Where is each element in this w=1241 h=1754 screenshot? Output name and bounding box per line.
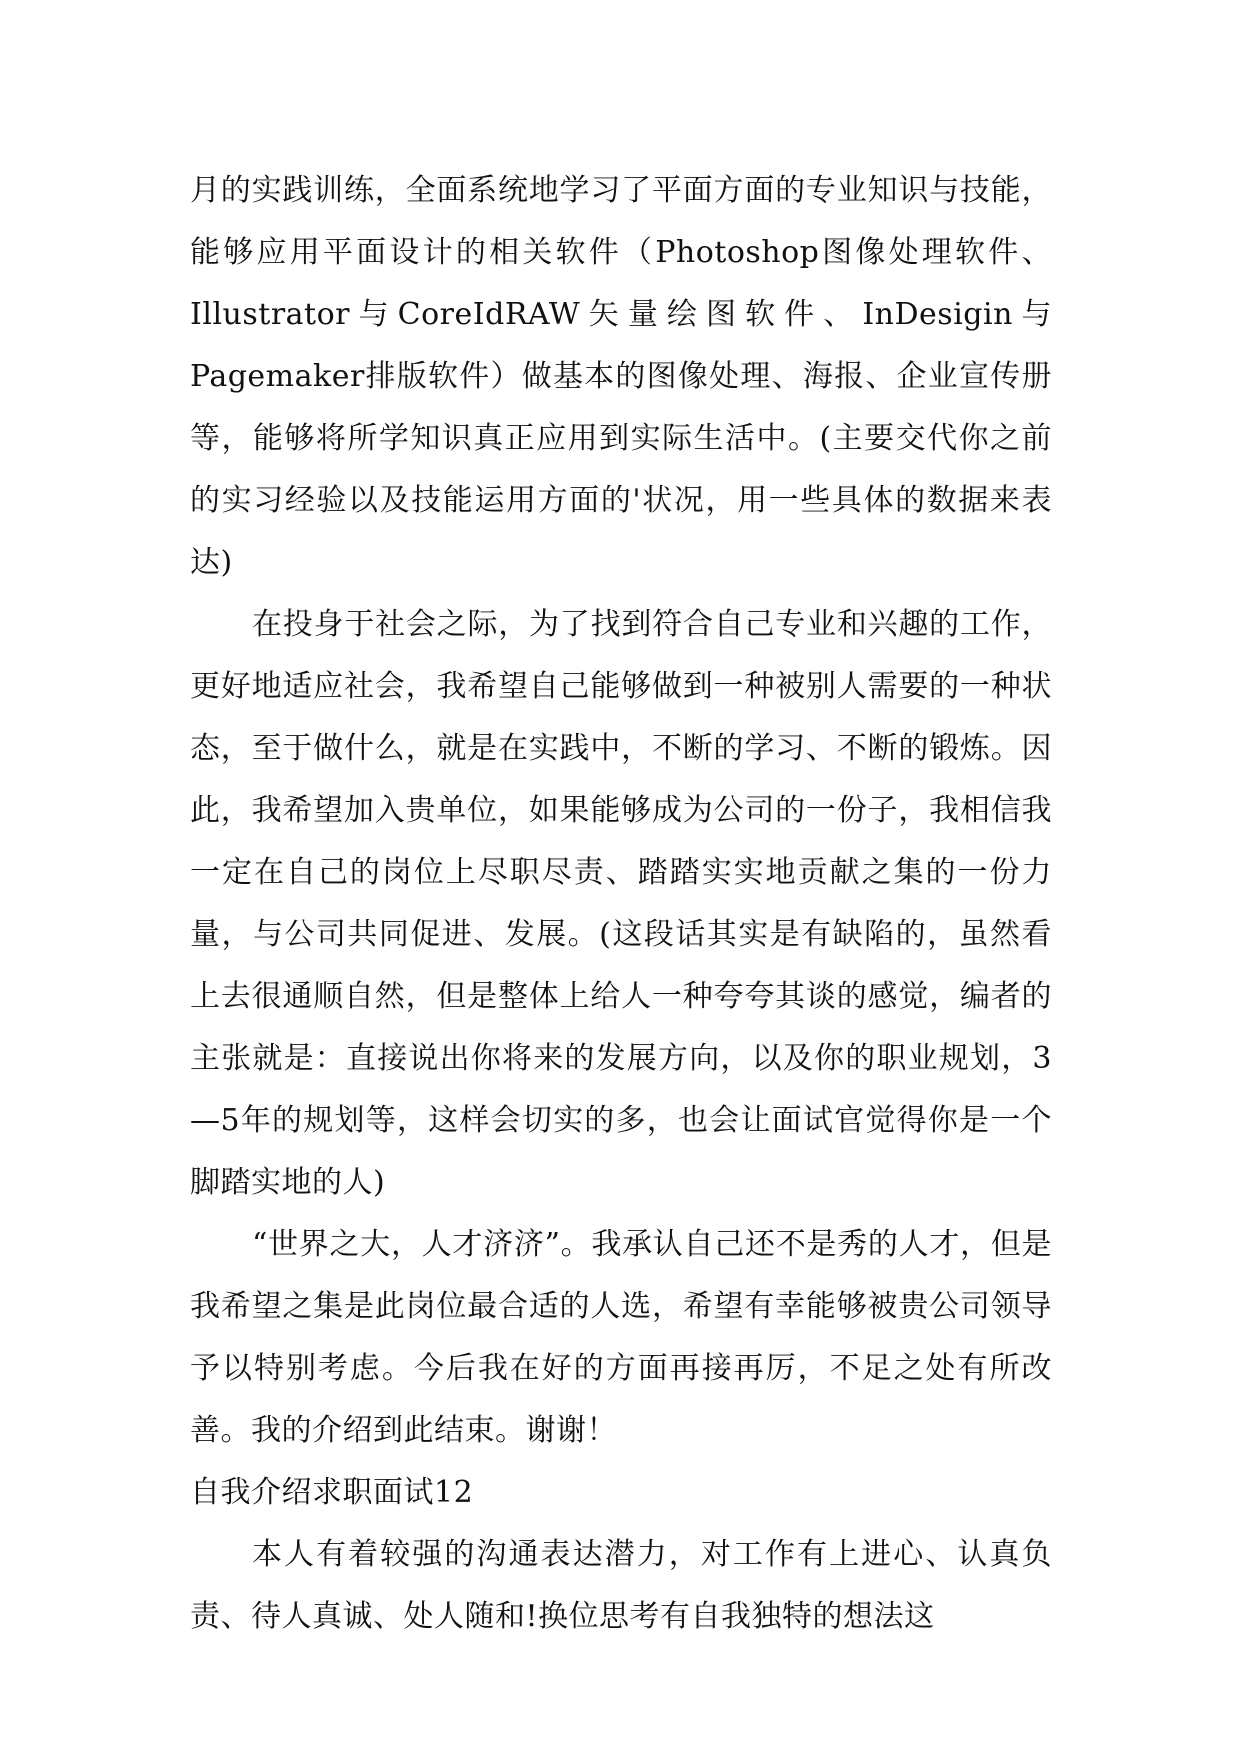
paragraph-continuation: 月的实践训练，全面系统地学习了平面方面的专业知识与技能，能够应用平面设计的相关软件（Photoshop图像处理软件、Illustrator与CoreIdRAW矢量绘图软件、InDesigin与Pagemaker排版软件）做基本的图像处理、海报、企业宣传册等，能够将所学知识真正应用到实际生活中。(主要交代你之前的实习经验以及技能运用方面的'状况，用一些具体的数据来表达) — [190, 173, 1052, 580]
paragraph-job-goal: 在投身于社会之际，为了找到符合自己专业和兴趣的工作，更好地适应社会，我希望自己能够做到一种被别人需要的一种状态，至于做什么，就是在实践中，不断的学习、不断的锻炼。因此，我希望加入贵单位，如果能够成为公司的一份子，我相信我一定在自己的岗位上尽职尽责、踏踏实实地贡献之集的一份力量，与公司共同促进、发展。(这段话其实是有缺陷的，虽然看上去很通顺自然，但是整体上给人一种夸夸其谈的感觉，编者的主张就是：直接说出你将来的发展方向，以及你的职业规划，3—5年的规划等，这样会切实的多，也会让面试官觉得你是一个脚踏实地的人) — [190, 607, 1052, 1200]
section-heading: 自我介绍求职面试12 — [190, 1475, 474, 1510]
document-body — [190, 160, 1052, 1648]
paragraph-closing: “世界之大，人才济济”。我承认自己还不是秀的人才，但是我希望之集是此岗位最合适的人选，希望有幸能够被贵公司领导予以特别考虑。今后我在好的方面再接再厉，不足之处有所改善。我的介绍到此结束。谢谢！ — [190, 1227, 1052, 1448]
paragraph-self-intro: 本人有着较强的沟通表达潜力，对工作有上进心、认真负责、待人真诚、处人随和!换位思考有自我独特的想法这 — [190, 1537, 1052, 1634]
